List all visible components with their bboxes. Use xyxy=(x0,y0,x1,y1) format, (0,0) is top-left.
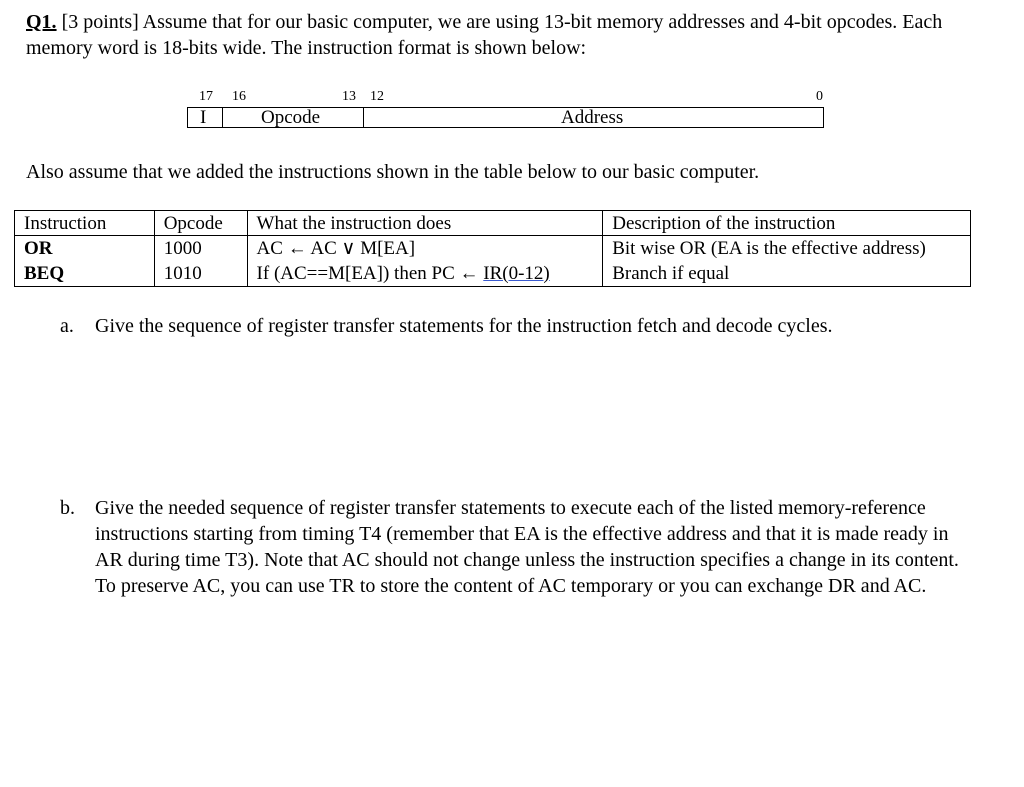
field-divider xyxy=(222,108,223,127)
instruction-table xyxy=(14,210,971,287)
header-opcode: Opcode xyxy=(154,211,247,236)
header-instruction: Instruction xyxy=(15,211,155,236)
field-address: Address xyxy=(561,107,624,128)
sub-question-marker: a. xyxy=(60,315,74,337)
bit-label-13: 13 xyxy=(342,89,356,104)
sub-question-text: Give the needed sequence of register transfer statements to execute each of the listed memory-reference instructions starting from timing T4 (remember that EA is the effective address and that it is made ready in AR during time T3). Note that AC should not change unless the instruction specifies a change in its content. To preserve AC, you can use TR to store the content of AC temporary or you can exchange DR and AC. xyxy=(95,497,959,597)
sub-question-text: Give the sequence of register transfer statements for the instruction fetch and decode cycles. xyxy=(95,315,833,337)
table-row xyxy=(15,236,971,262)
bit-label-0: 0 xyxy=(816,89,823,104)
cell-instruction: OR xyxy=(15,236,155,262)
bit-label-12: 12 xyxy=(370,89,384,104)
instruction-format-box xyxy=(187,107,824,128)
cell-what-prefix: If (AC==M[EA]) then PC ← xyxy=(256,263,484,284)
question-intro xyxy=(26,9,986,61)
field-divider xyxy=(363,108,364,127)
header-what: What the instruction does xyxy=(247,211,603,236)
question-number: Q1. xyxy=(26,11,57,33)
cell-opcode: 1000 xyxy=(154,236,247,262)
cell-opcode: 1010 xyxy=(154,261,247,287)
table-row xyxy=(15,261,971,287)
bit-label-16: 16 xyxy=(232,89,246,104)
sub-question-marker: b. xyxy=(60,497,75,519)
table-header-row xyxy=(15,211,971,236)
cell-instruction: BEQ xyxy=(15,261,155,287)
cell-what: AC ← AC ∨ M[EA] xyxy=(247,236,603,262)
cell-description: Bit wise OR (EA is the effective address) xyxy=(603,236,971,262)
header-description: Description of the instruction xyxy=(603,211,971,236)
question-intro-text: [3 points] Assume that for our basic computer, we are using 13-bit memory addresses and 4-bit opcodes. Each memory word is 18-bits wide. The instruction format is shown below: xyxy=(26,11,943,59)
cell-description: Branch if equal xyxy=(603,261,971,287)
ir-range: IR(0-12) xyxy=(483,263,550,284)
field-opcode: Opcode xyxy=(261,107,321,128)
cell-what xyxy=(247,261,603,287)
bit-label-17: 17 xyxy=(199,89,213,104)
field-i: I xyxy=(200,107,207,128)
also-assume-text: Also assume that we added the instructions shown in the table below to our basic computer. xyxy=(26,161,760,183)
